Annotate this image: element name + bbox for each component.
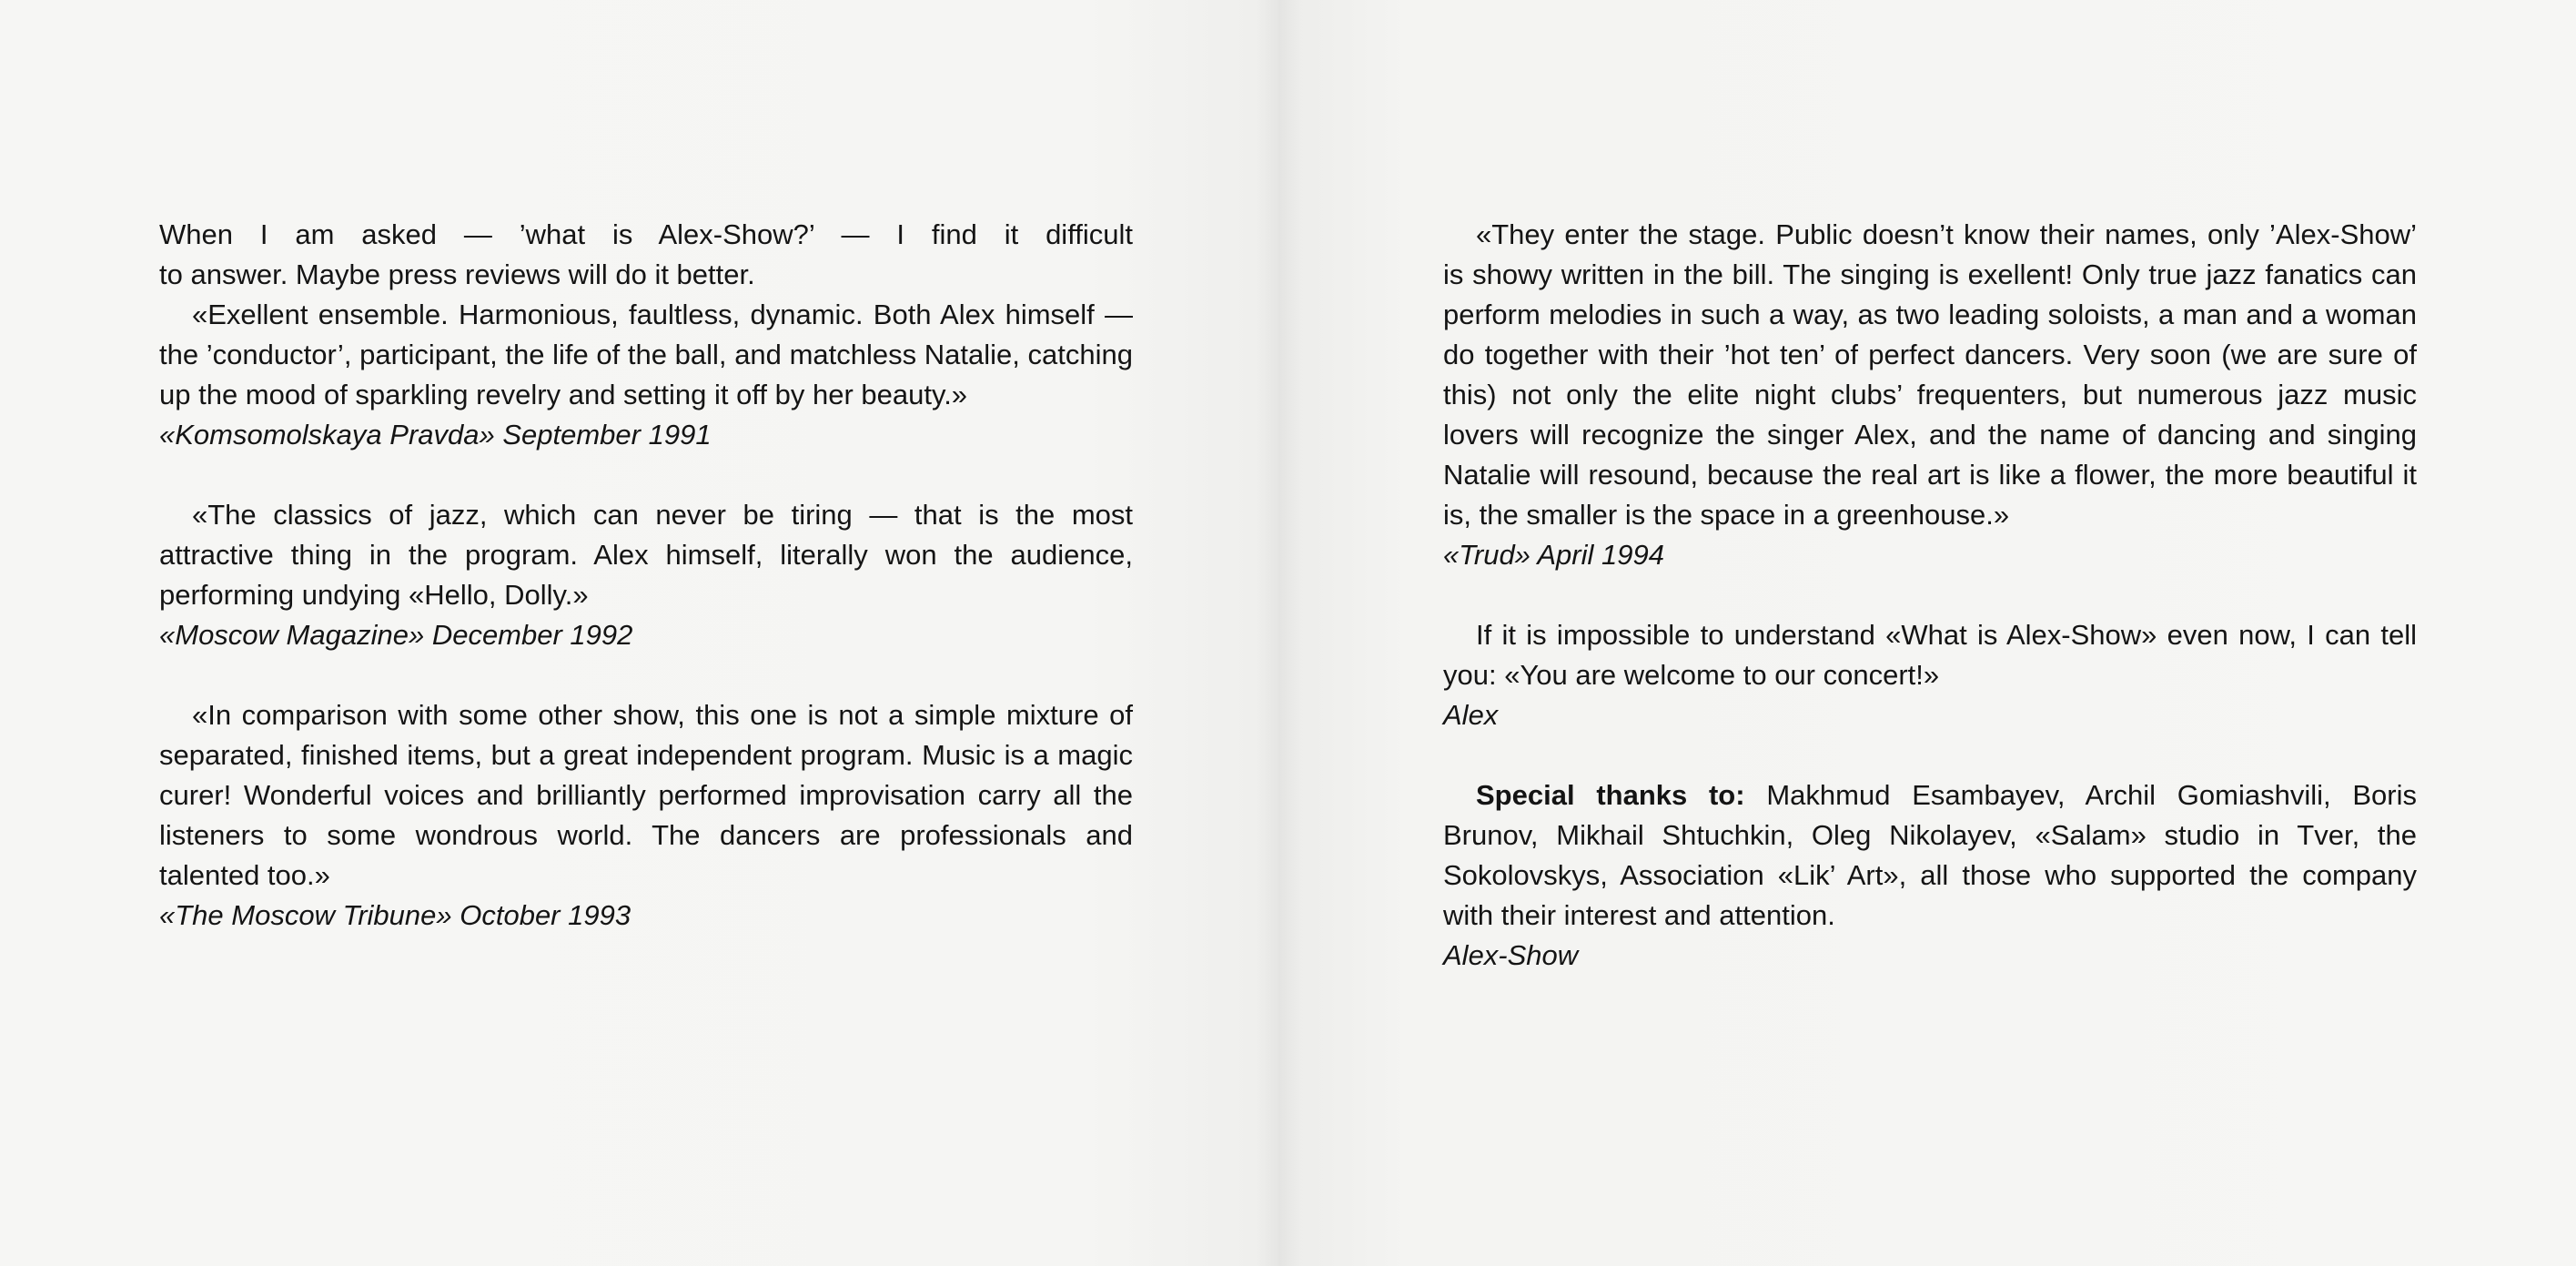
spacer bbox=[159, 455, 1133, 495]
page-gutter bbox=[1256, 0, 1301, 1266]
thanks-signature: Alex-Show bbox=[1443, 939, 1579, 971]
review-trud-source: «Trud» April 1994 bbox=[1443, 539, 1664, 571]
intro-line-1: When I am asked — ’what is Alex-Show?’ — I find it difficult bbox=[159, 218, 1133, 250]
review-trud-quote: «They enter the stage. Public doesn’t know their names, only ’Alex-Show’ is showy written in the bill. The singing is exellent! Only true jazz fanatics can perform melodies in such a way, as two leading soloists, a man and a woman do together with their ’hot ten’ of perfect dancers. Very soon (we are sure of this) not only the elite night clubs’ frequenters, but numerous jazz music lovers will recognize the singer Alex, and the name of dancing and singing Natalie will resound, because the real art is like a flower, the more beautiful it is, the smaller is the space in a greenhouse.» bbox=[1443, 218, 2417, 531]
review-moscow-tribune-quote: «In comparison with some other show, this one is not a simple mixture of separated, finished items, but a great independent program. Music is a magic curer! Wonderful voices and brilliantly performed improvisation carry all the listeners to some wondrous world. The dancers are professionals and talented too.» bbox=[159, 699, 1133, 891]
thanks-heading: Special thanks to: bbox=[1476, 779, 1745, 811]
thanks-text: Makhmud Esambayev, Archil Gomiashvili, Boris Brunov, Mikhail Shtuchkin, Oleg Nikolayev, «Salam» studio in Tver, the Sokolovskys, Association «Lik’ Art», all those who supported the company with their interest and attention. bbox=[1443, 779, 2417, 931]
thanks-paragraph bbox=[1443, 775, 2417, 936]
review-moscow-tribune-source: «The Moscow Tribune» October 1993 bbox=[159, 899, 631, 931]
review-komsomolskaya-quote: «Exellent ensemble. Harmonious, faultless, dynamic. Both Alex himself — the ’conductor’, participant, the life of the ball, and matchless Natalie, catching up the mood of sparkling revelry and setting it off by her beauty.» bbox=[159, 299, 1133, 410]
right-column bbox=[1443, 215, 2417, 976]
spacer bbox=[1443, 735, 2417, 775]
closing-signature: Alex bbox=[1443, 699, 1499, 731]
intro-line-2: to answer. Maybe press reviews will do it better. bbox=[159, 258, 755, 290]
spacer bbox=[159, 655, 1133, 695]
review-komsomolskaya-source: «Komsomolskaya Pravda» September 1991 bbox=[159, 419, 712, 451]
review-moscow-magazine-quote: «The classics of jazz, which can never be tiring — that is the most attractive thing in the program. Alex himself, literally won the audience, performing undying «Hello, Dolly.» bbox=[159, 499, 1133, 611]
review-moscow-magazine-source: «Moscow Magazine» December 1992 bbox=[159, 619, 633, 651]
left-column bbox=[159, 215, 1133, 936]
closing-text: If it is impossible to understand «What is Alex-Show» even now, I can tell you: «You are welcome to our concert!» bbox=[1443, 619, 2417, 691]
spacer bbox=[1443, 575, 2417, 615]
